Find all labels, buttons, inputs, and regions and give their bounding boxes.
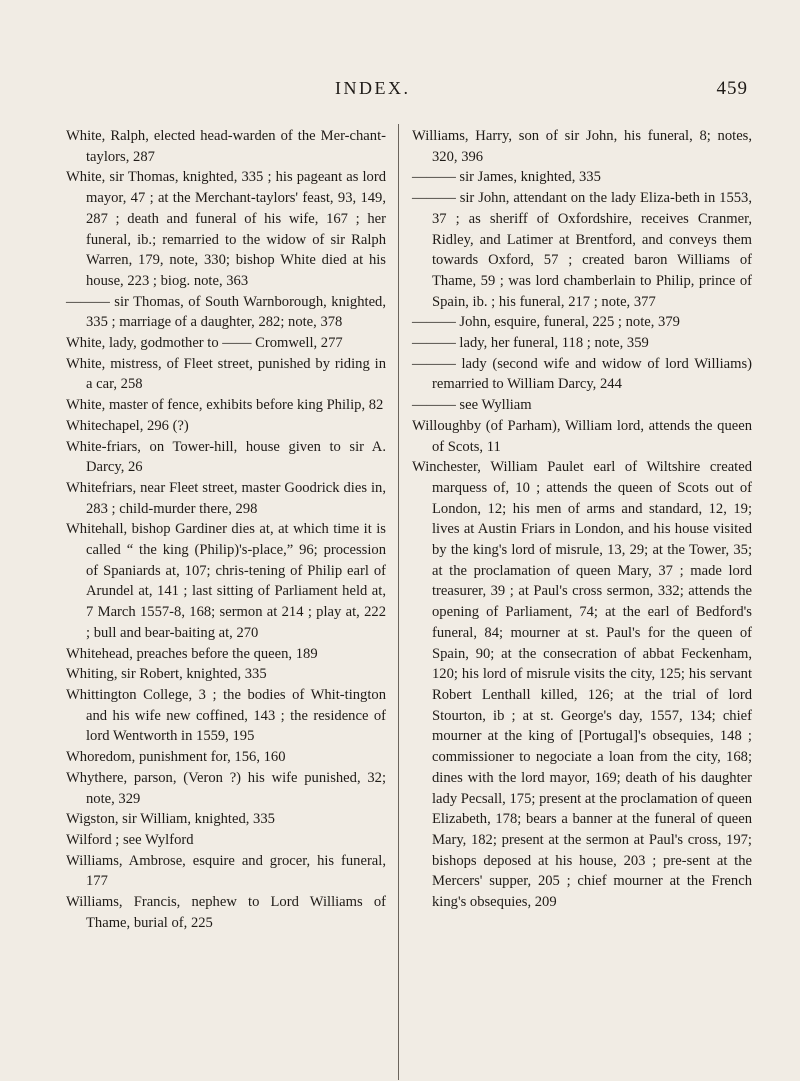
index-entry: ——— sir John, attendant on the lady Eliza-beth in 1553, 37 ; as sheriff of Oxfordshire, receives Cranmer, Ridley, and Latimer at Brentford, and conveys them towards Oxford, 57 ; created baron Williams of Thame, 59 ; was lord chamberlain to Philip, prince of Spain, ib. ; his funeral, 217 ; note, 377 (412, 190, 752, 310)
index-entry: ——— see Wylliam (412, 397, 532, 414)
page-header (0, 78, 800, 106)
index-entry: White, sir Thomas, knighted, 335 ; his pageant as lord mayor, 47 ; at the Merchant-taylors' feast, 93, 149, 287 ; death and funeral of his wife, 167 ; her funeral, ib.; remarried to the widow of sir Ralph Warren, 179, note, 330; bishop White died at his house, 223 ; biog. note, 363 (66, 169, 386, 289)
index-entry: Willoughby (of Parham), William lord, attends the queen of Scots, 11 (412, 417, 752, 455)
index-entry: Whittington College, 3 ; the bodies of Whit-tington and his wife new coffined, 143 ; the residence of lord Wentworth in 1559, 195 (66, 686, 386, 745)
index-entry: Whitehall, bishop Gardiner dies at, at which time it is called “ the king (Philip)'s-place,” 96; procession of Spaniards at, 107; chris-tening of Philip earl of Arundel at, 141 ; last sitting of Parliament held at, 7 March 1557-8, 168; sermon at 214 ; play at, 222 ; bull and bear-baiting at, 270 (66, 521, 386, 641)
index-entry: Whitechapel, 296 (?) (66, 417, 189, 434)
left-column (66, 126, 386, 933)
index-entry: White-friars, on Tower-hill, house given to sir A. Darcy, 26 (66, 438, 386, 476)
index-entry: Whythere, parson, (Veron ?) his wife punished, 32; note, 329 (66, 769, 386, 807)
right-column (412, 126, 752, 913)
page-number: 459 (716, 78, 748, 99)
index-entry: ——— lady (second wife and widow of lord Williams) remarried to William Darcy, 244 (412, 355, 752, 393)
index-entry: White, lady, godmother to —— Cromwell, 277 (66, 335, 343, 352)
index-entry: ——— lady, her funeral, 118 ; note, 359 (412, 335, 649, 352)
index-entry: ——— sir Thomas, of South Warnborough, knighted, 335 ; marriage of a daughter, 282; note, 378 (66, 293, 386, 331)
index-entry: Williams, Ambrose, esquire and grocer, his funeral, 177 (66, 852, 386, 890)
index-entry: White, master of fence, exhibits before king Philip, 82 (66, 397, 384, 414)
index-entry: Whoredom, punishment for, 156, 160 (66, 749, 286, 766)
running-head: INDEX. (335, 78, 411, 98)
index-entry: ——— sir James, knighted, 335 (412, 169, 601, 186)
index-entry: Wilford ; see Wylford (66, 831, 194, 848)
index-entry: Whitehead, preaches before the queen, 189 (66, 645, 318, 662)
index-entry: White, mistress, of Fleet street, punished by riding in a car, 258 (66, 355, 386, 393)
index-entry: ——— John, esquire, funeral, 225 ; note, 379 (412, 314, 680, 331)
index-entry: Whitefriars, near Fleet street, master Goodrick dies in, 283 ; child-murder there, 298 (66, 479, 386, 517)
column-divider (398, 124, 399, 1080)
index-entry: Williams, Francis, nephew to Lord Williams of Thame, burial of, 225 (66, 894, 386, 931)
index-entry: White, Ralph, elected head-warden of the Mer-chant-taylors, 287 (66, 128, 386, 165)
index-entry: Winchester, William Paulet earl of Wiltshire created marquess of, 10 ; attends the queen of Scots out of London, 12; his men of arms and standard, 12, 19; lives at Austin Friars in London, and his house visited by the king's lord of misrule, 13, 29; at the Tower, 35; at the proclamation of queen Mary, 37 ; made lord treasurer, 39 ; at Paul's cross sermon, 332; attends the opening of Parliament, 74; at the earl of Bedford's funeral, 84; mourner at st. Paul's for the queen of Spain, 90; at the consecration of abbat Feckenham, 120; his lord of misrule visits the city, 125; his servant Robert Lenthall killed, 126; at the trial of lord Stourton, ib ; at st. George's day, 1557, 134; chief mourner at the king of [Portugal]'s obsequies, 148 ; commissioner to negociate a loan from the city, 168; dines with the lord mayor, 169; death of his daughter lady Pecsall, 175; present at the proclamation of queen Elizabeth, 178; bears a banner at the funeral of queen Mary, 182; present at the sermon at Paul's cross, 197; bishops deposed at his house, 203 ; pre-sent at the Mercers' supper, 205 ; chief mourner at the French king's obsequies, 209 (412, 459, 752, 911)
index-entry: Wigston, sir William, knighted, 335 (66, 811, 275, 828)
index-entry: Whiting, sir Robert, knighted, 335 (66, 666, 267, 683)
index-entry: Williams, Harry, son of sir John, his funeral, 8; notes, 320, 396 (412, 128, 752, 165)
